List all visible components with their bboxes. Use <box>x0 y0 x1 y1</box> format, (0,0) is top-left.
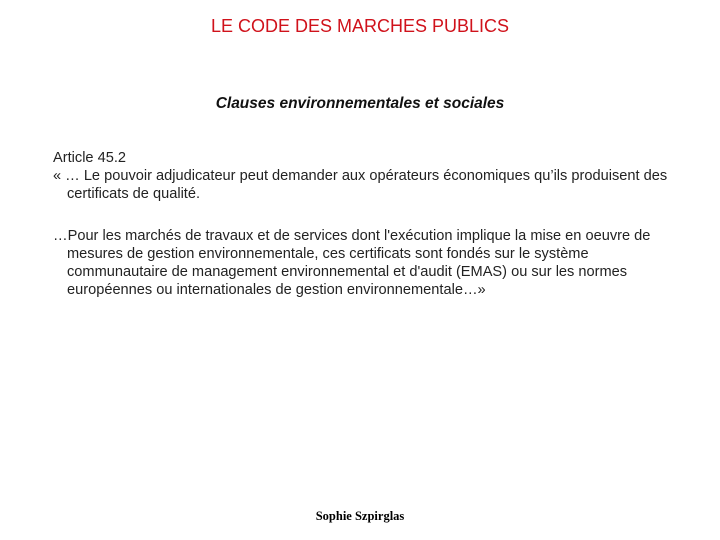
quote-paragraph-2: …Pour les marchés de travaux et de services dont l'exécution implique la mise en oeuvre de mesures de gestion environnementale, ces certificats sont fondés sur le système communautaire de management environnemental et d'audit (EMAS) ou sur les normes européennes ou internationales de gestion environnementale…» <box>53 228 651 298</box>
quote-paragraph-1: « … Le pouvoir adjudicateur peut demander aux opérateurs économiques qu’ils produisent des certificats de qualité. <box>53 168 668 202</box>
article-reference: Article 45.2 <box>53 150 127 166</box>
author-credit: Sophie Szpirglas <box>315 509 405 523</box>
slide-body <box>53 149 678 299</box>
slide-subtitle: Clauses environnementales et sociales <box>215 95 505 112</box>
slide-title: LE CODE DES MARCHES PUBLICS <box>210 16 510 36</box>
